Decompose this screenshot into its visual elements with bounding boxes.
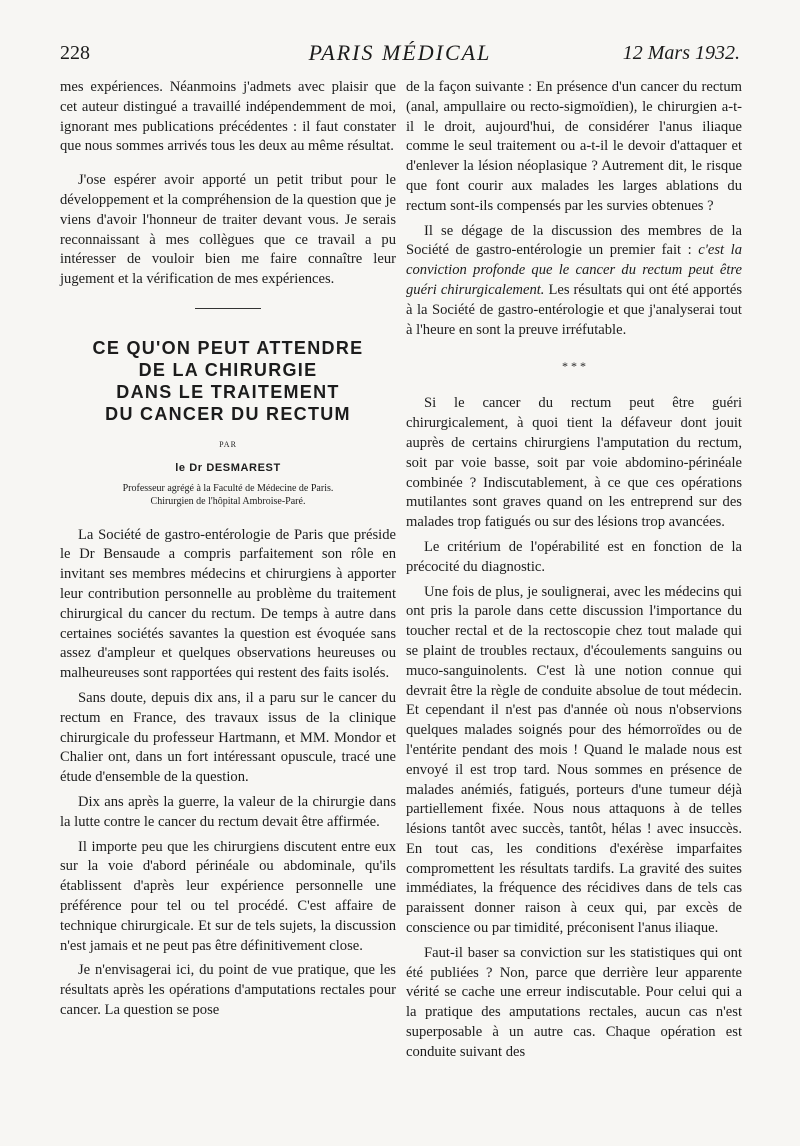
issue-date: 12 Mars 1932. [622, 42, 740, 64]
author-name: le Dr DESMAREST [175, 461, 281, 474]
title-line: CE QU'ON PEUT ATTENDRE [92, 337, 364, 358]
paragraph: Une fois de plus, je soulignerai, avec les médecins qui ont pris la parole dans cette discussion l'importance du toucher rectal et de la rectoscopie chez tout malade qui se plaint de troubles rectaux, d'écoulements sanguins ou muco-sanguinolents. C'est là une notion connue qui devrait être la règle de conduite absolue de tout médecin. Et cependant il n'est pas d'année où nous n'observions quelques malades soignés pour des hémorroïdes ou de l'entérite pendant des mois ! Quand le malade nous est envoyé il est trop tard. Nous sommes en présence de malades anémiés, fatigués, porteurs d'une tumeur déjà partiellement fixée. Nous nous attaquons à de telles lésions tantôt avec succès, tantôt, hélas ! avec insuccès. En tout cas, les conditions d'exérèse imparfaites compromettent les résultats tardifs. La gravité des suites immédiates, la fréquence des récidives dans de tels cas paraissent donner raison à ceux qui, par excès de conscience ou par timidité, préconisent l'anus iliaque. [406, 583, 742, 937]
page-number: 228 [60, 42, 90, 64]
paragraph: Il importe peu que les chirurgiens discutent entre eux sur la voie d'abord périnéale ou abdominale, qu'ils établissent d'après leur expérience personnelle une préférence pour tel ou tel procédé. C'est affaire de technique chirurgicale. Et sur de tels sujets, la discussion n'est jamais et ne peut pas être définitivement close. [60, 838, 396, 954]
paragraph: mes expériences. Néanmoins j'admets avec plaisir que cet auteur distingué a travaillé indépendemment de moi, ignorant mes publications précédentes : il faut constater que nous sommes arrivés tous les deux au même résultat. [60, 79, 396, 155]
paragraph: Je n'envisagerai ici, du point de vue pratique, que les résultats après les opérations d'amputations rectales pour cancer. La question se pose [60, 962, 396, 1018]
emphasis: c'est la conviction profonde que le cancer du rectum peut être guéri chirurgicalement. [406, 242, 742, 298]
paragraph: Faut-il baser sa conviction sur les statistiques qui ont été publiées ? Non, parce que derrière leur apparente vérité se cache une erreur indiscutable. Pour celui qui a la pratique des amputations rectales, aucun cas n'est superposable à un autre cas. Chaque opération est conduite suivant des [406, 944, 742, 1060]
paragraph: Si le cancer du rectum peut être guéri chirurgicalement, à quoi tient la défaveur dont jouit auprès de certains chirurgiens l'amputation du rectum, soit par voie basse, soit par voie abdomino-périnéale combinée ? Indiscutablement, à ce que ces opérations mutilantes sont graves quand on les entreprend sur des malades trop fatigués ou sur des lésions trop avancées. [406, 395, 742, 531]
section-separator-stars: * * * [562, 359, 586, 374]
section-divider [195, 308, 261, 309]
paragraph: Dix ans après la guerre, la valeur de la chirurgie dans la lutte contre le cancer du rectum devait être affirmée. [60, 793, 396, 830]
paragraph: de la façon suivante : En présence d'un cancer du rectum (anal, ampullaire ou recto-sigmoïdien), le chirurgien a-t-il le droit, aujourd'hui, de considérer l'anus iliaque comme le seul traitement ou a-t-il le devoir d'attaquer et d'enlever la lésion néoplasique ? Autrement dit, le risque que font courir aux malades les larges ablations du rectum sont-ils compensés par les survies obtenues ? [406, 79, 742, 214]
credential-line: Chirurgien de l'hôpital Ambroise-Paré. [150, 495, 306, 507]
paragraph: Il se dégage de la discussion des membres de la Société de gastro-entérologie un premier fait : c'est la conviction profonde que le cancer du rectum peut être guéri chirurgicalement. Les résultats qui ont été apportés à la Société de gastro-entérologie et que j'analyserai tout à l'heure en sont la preuve irréfutable. [406, 222, 743, 338]
title-line: DE LA CHIRURGIE [138, 359, 318, 380]
article-title [60, 337, 396, 425]
left-column [60, 78, 396, 1021]
paragraph: Le critérium de l'opérabilité est en fonction de la précocité du diagnostic. [406, 538, 742, 575]
author-credentials [60, 482, 396, 508]
credential-line: Professeur agrégé à la Faculté de Médecine de Paris. [122, 482, 334, 494]
title-line: DANS LE TRAITEMENT [116, 381, 340, 402]
title-line: DU CANCER DU RECTUM [105, 403, 351, 424]
running-header [60, 40, 740, 70]
byline-par: PAR [219, 439, 237, 449]
paragraph: J'ose espérer avoir apporté un petit tribut pour le développement et la compréhension de la question que je viens d'avoir l'honneur de traiter devant vous. Je serais reconnaissant à mes collègues que ce travail a pu intéresser de vouloir bien me faire connaître leur jugement et la vérification de mes expériences. [60, 172, 396, 288]
paragraph: La Société de gastro-entérologie de Paris que préside le Dr Bensaude a compris parfaitement son rôle en invitant ses membres médecins et chirurgiens à apporter leur contribution personnelle au problème du traitement chirurgical du cancer du rectum. De temps à autre dans certaines sociétés savantes la question est évoquée sans assez d'ampleur et quelques observations heureuses ou malheureuses sont rapportées qui restent des faits isolés. [60, 526, 396, 682]
paragraph: Sans doute, depuis dix ans, il a paru sur le cancer du rectum en France, des travaux issus de la clinique chirurgicale du professeur Hartmann, et MM. Mondor et Chalier ont, dans un fort intéressant opuscule, tracé une étude d'ensemble de la question. [60, 689, 396, 786]
right-column [406, 78, 742, 1063]
journal-title: PARIS MÉDICAL [308, 40, 492, 65]
